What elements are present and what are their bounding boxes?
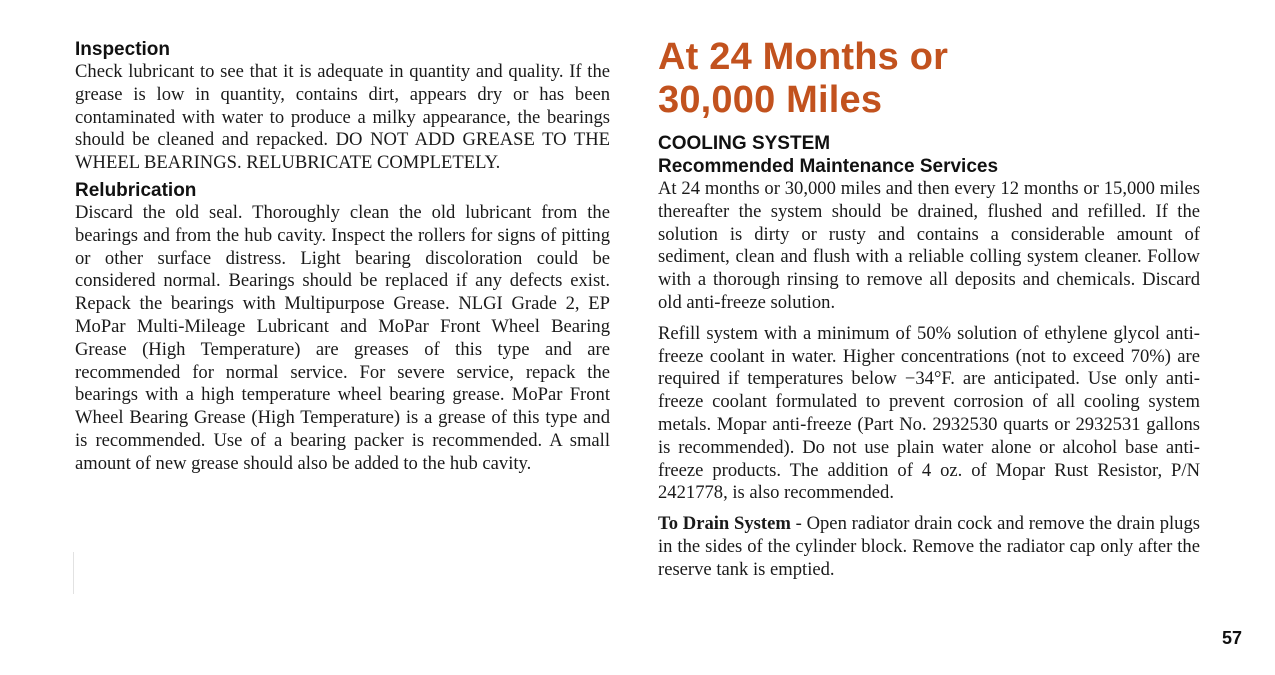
drain-system-text: - Open radiator drain cock and remove the drain plugs in the sides of the cylinder block. Remove the radiator cap only after the reserve tank is emptied. <box>658 513 1200 580</box>
title-line-1: At 24 Months or <box>658 36 949 78</box>
margin-mark <box>73 552 74 594</box>
maintenance-paragraph-1: At 24 months or 30,000 miles and then every 12 months or 15,000 miles thereafter the system should be drained, flushed and refilled. If the solution is dirty or rusty and contains a considerable amount of sediment, clean and flush with a reliable colling system cleaner. Follow with a thorough rinsing to remove all deposits and chemicals. Discard old anti-freeze solution. <box>658 178 1200 313</box>
maintenance-paragraph-2: Refill system with a minimum of 50% solution of ethylene glycol anti-freeze coolant in water. Higher concentrations (not to exceed 70%) are required if temperatures below −34°F. are anticipated. Use only anti-freeze coolant formulated to prevent corrosion of all cooling system metals. Mopar anti-freeze (Part No. 2932530 quarts or 2932531 gallons is recommended). Do not use plain water alone or alcohol base anti-freeze products. The addition of 4 oz. of Mopar Rust Resistor, P/N 2421778, is also recommended. <box>658 322 1200 504</box>
inspection-heading: Inspection <box>75 39 171 60</box>
left-column <box>75 38 610 476</box>
relubrication-heading: Relubrication <box>75 179 197 201</box>
drain-system-lead: To Drain System <box>658 513 791 535</box>
page-title <box>658 36 1200 122</box>
section-subtitle: Recommended Maintenance Services <box>658 156 999 177</box>
right-column <box>658 36 1200 582</box>
inspection-text: Check lubricant to see that it is adequate in quantity and quality. If the grease is low in quantity, contains dirt, appears dry or has been contaminated with water to produce a milky appearance, the bearings should be cleaned and repacked. DO NOT ADD GREASE TO THE WHEEL BEARINGS. RELUBRICATE COMPLETELY. <box>75 61 610 174</box>
title-line-2: 30,000 Miles <box>658 79 883 121</box>
page-number: 57 <box>1222 628 1243 648</box>
relubrication-text: Discard the old seal. Thoroughly clean the old lubricant from the bearings and from the hub cavity. Inspect the rollers for signs of pitting or other surface distress. Light bearing discoloration could be considered normal. Bearings should be replaced if any defects exist. Repack the bearings with Multipurpose Grease. NLGI Grade 2, EP MoPar Multi-Mileage Lubricant and MoPar Front Wheel Bearing Grease (High Temperature) are greases of this type and are recommended for normal service. For severe service, repack the bearings with a high temperature wheel bearing grease. MoPar Front Wheel Bearing Grease (High Temperature) is a grease of this type and is recommended. Use of a bearing packer is recommended. A small amount of new grease should also be added to the hub cavity. <box>75 201 610 474</box>
drain-system-paragraph <box>658 513 1200 581</box>
section-title: COOLING SYSTEM <box>658 133 831 154</box>
